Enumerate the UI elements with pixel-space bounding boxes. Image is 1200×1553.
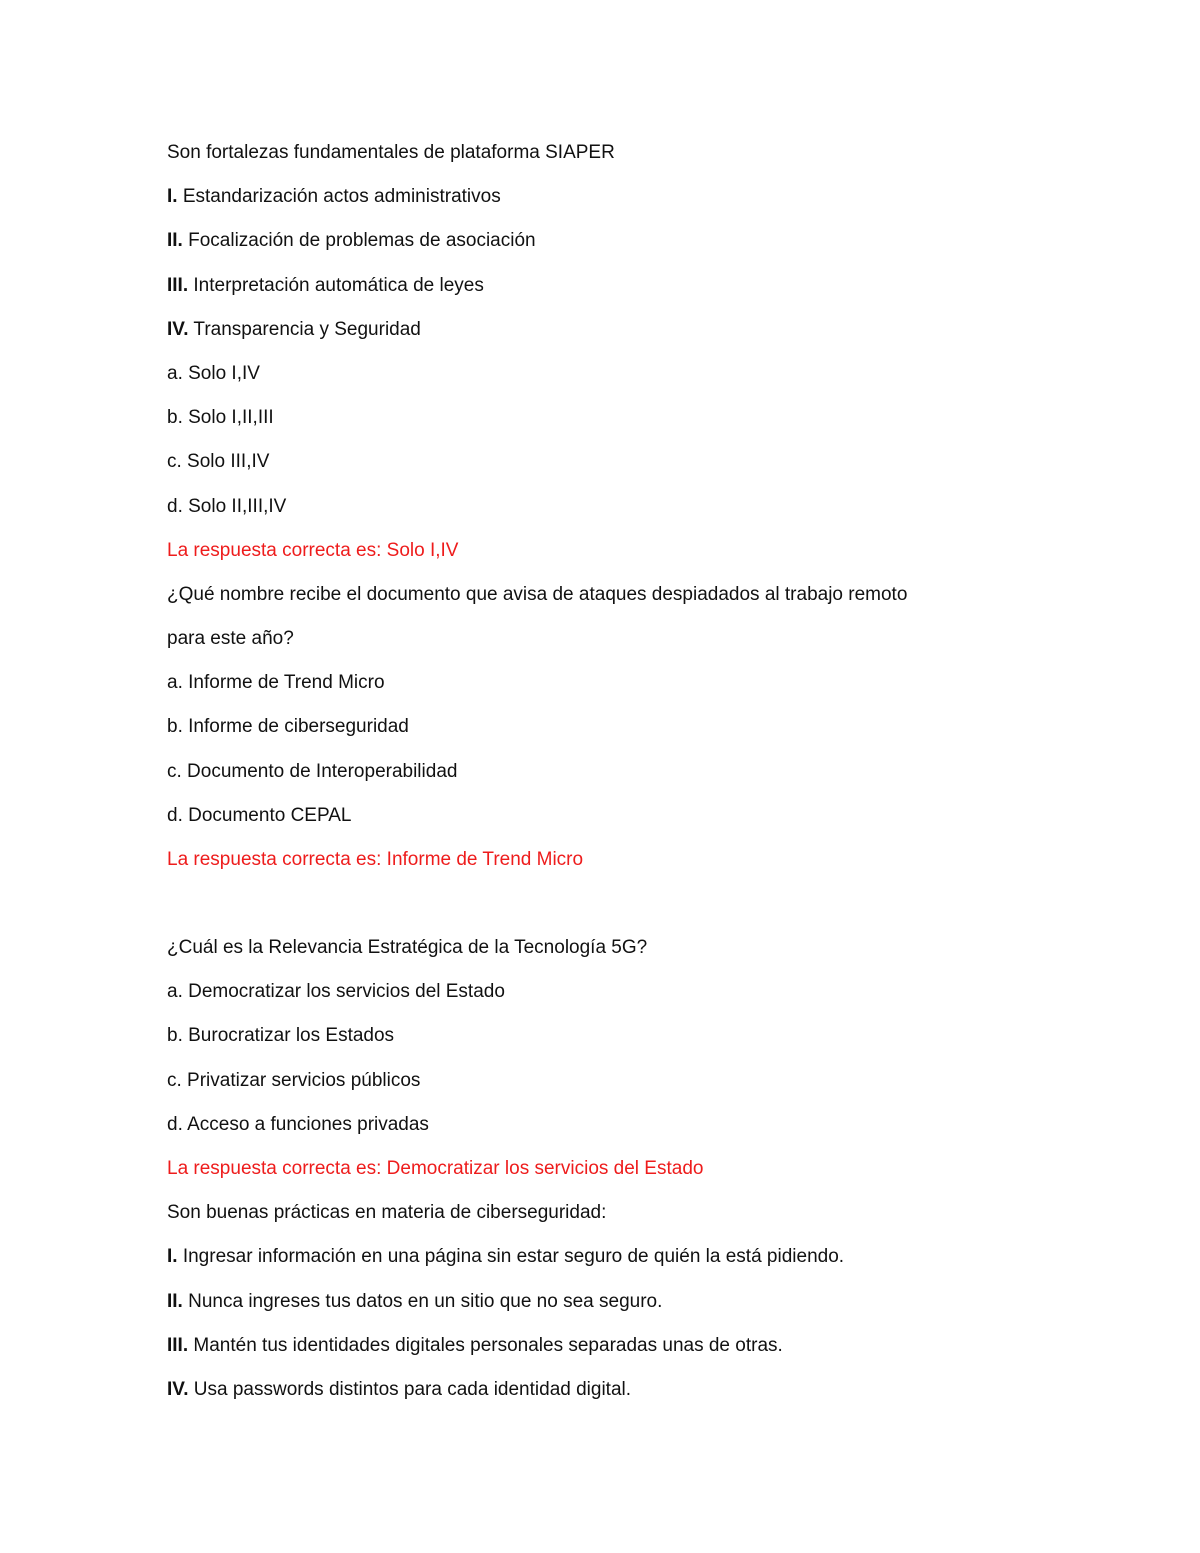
statement-number: III.: [167, 1334, 189, 1356]
answer-option: a. Informe de Trend Micro: [167, 672, 385, 694]
statement-text: Estandarización actos administrativos: [177, 186, 501, 208]
statement-text: Ingresar información en una página sin estar seguro de quién la está pidiendo.: [177, 1246, 845, 1268]
answer-option: b. Informe de ciberseguridad: [167, 716, 409, 738]
answer-option: c. Documento de Interoperabilidad: [167, 760, 458, 782]
answer-option: c. Privatizar servicios públicos: [167, 1069, 421, 1091]
statement-text: Nunca ingreses tus datos en un sitio que no sea seguro.: [182, 1290, 663, 1312]
statement-number: IV.: [167, 1378, 189, 1400]
question-prompt: ¿Qué nombre recibe el documento que avisa de ataques despiadados al trabajo remoto: [167, 583, 908, 605]
statement: [167, 1333, 1067, 1359]
answer-option: a. Democratizar los servicios del Estado: [167, 981, 505, 1003]
statement: [167, 317, 1067, 343]
statement-text: Focalización de problemas de asociación: [182, 230, 536, 252]
answer-option: b. Solo I,II,III: [167, 407, 274, 429]
statement-number: III.: [167, 274, 189, 296]
statement-number: II.: [167, 230, 183, 252]
statement: [167, 184, 1067, 210]
statement: [167, 1377, 1067, 1403]
statement-text: Usa passwords distintos para cada identidad digital.: [188, 1378, 632, 1400]
answer-option: b. Burocratizar los Estados: [167, 1025, 395, 1047]
statement-number: IV.: [167, 318, 189, 340]
question-prompt: Son buenas prácticas en materia de ciberseguridad:: [167, 1202, 607, 1224]
statement-number: II.: [167, 1290, 183, 1312]
answer-option: a. Solo I,IV: [167, 362, 260, 384]
correct-answer: La respuesta correcta es: Informe de Trend Micro: [167, 849, 584, 870]
question-prompt-continued: para este año?: [167, 628, 294, 650]
statement-text: Mantén tus identidades digitales personales separadas unas de otras.: [188, 1334, 783, 1356]
question-prompt: Son fortalezas fundamentales de plataforma SIAPER: [167, 142, 615, 163]
statement: [167, 1244, 1067, 1270]
question-prompt: ¿Cuál es la Relevancia Estratégica de la Tecnología 5G?: [167, 937, 648, 958]
statement: [167, 1289, 1067, 1315]
quiz-content: [167, 140, 1067, 1421]
statement-number: I.: [167, 186, 178, 208]
correct-answer: La respuesta correcta es: Democratizar los servicios del Estado: [167, 1157, 704, 1179]
statement-text: Interpretación automática de leyes: [188, 274, 484, 296]
answer-option: c. Solo III,IV: [167, 451, 270, 473]
answer-option: d. Acceso a funciones privadas: [167, 1113, 429, 1135]
statement: [167, 228, 1067, 254]
statement-text: Transparencia y Seguridad: [188, 318, 421, 340]
statement: [167, 273, 1067, 299]
statement-number: I.: [167, 1246, 178, 1268]
answer-option: d. Solo II,III,IV: [167, 495, 287, 517]
answer-option: d. Documento CEPAL: [167, 804, 352, 826]
correct-answer: La respuesta correcta es: Solo I,IV: [167, 539, 459, 561]
